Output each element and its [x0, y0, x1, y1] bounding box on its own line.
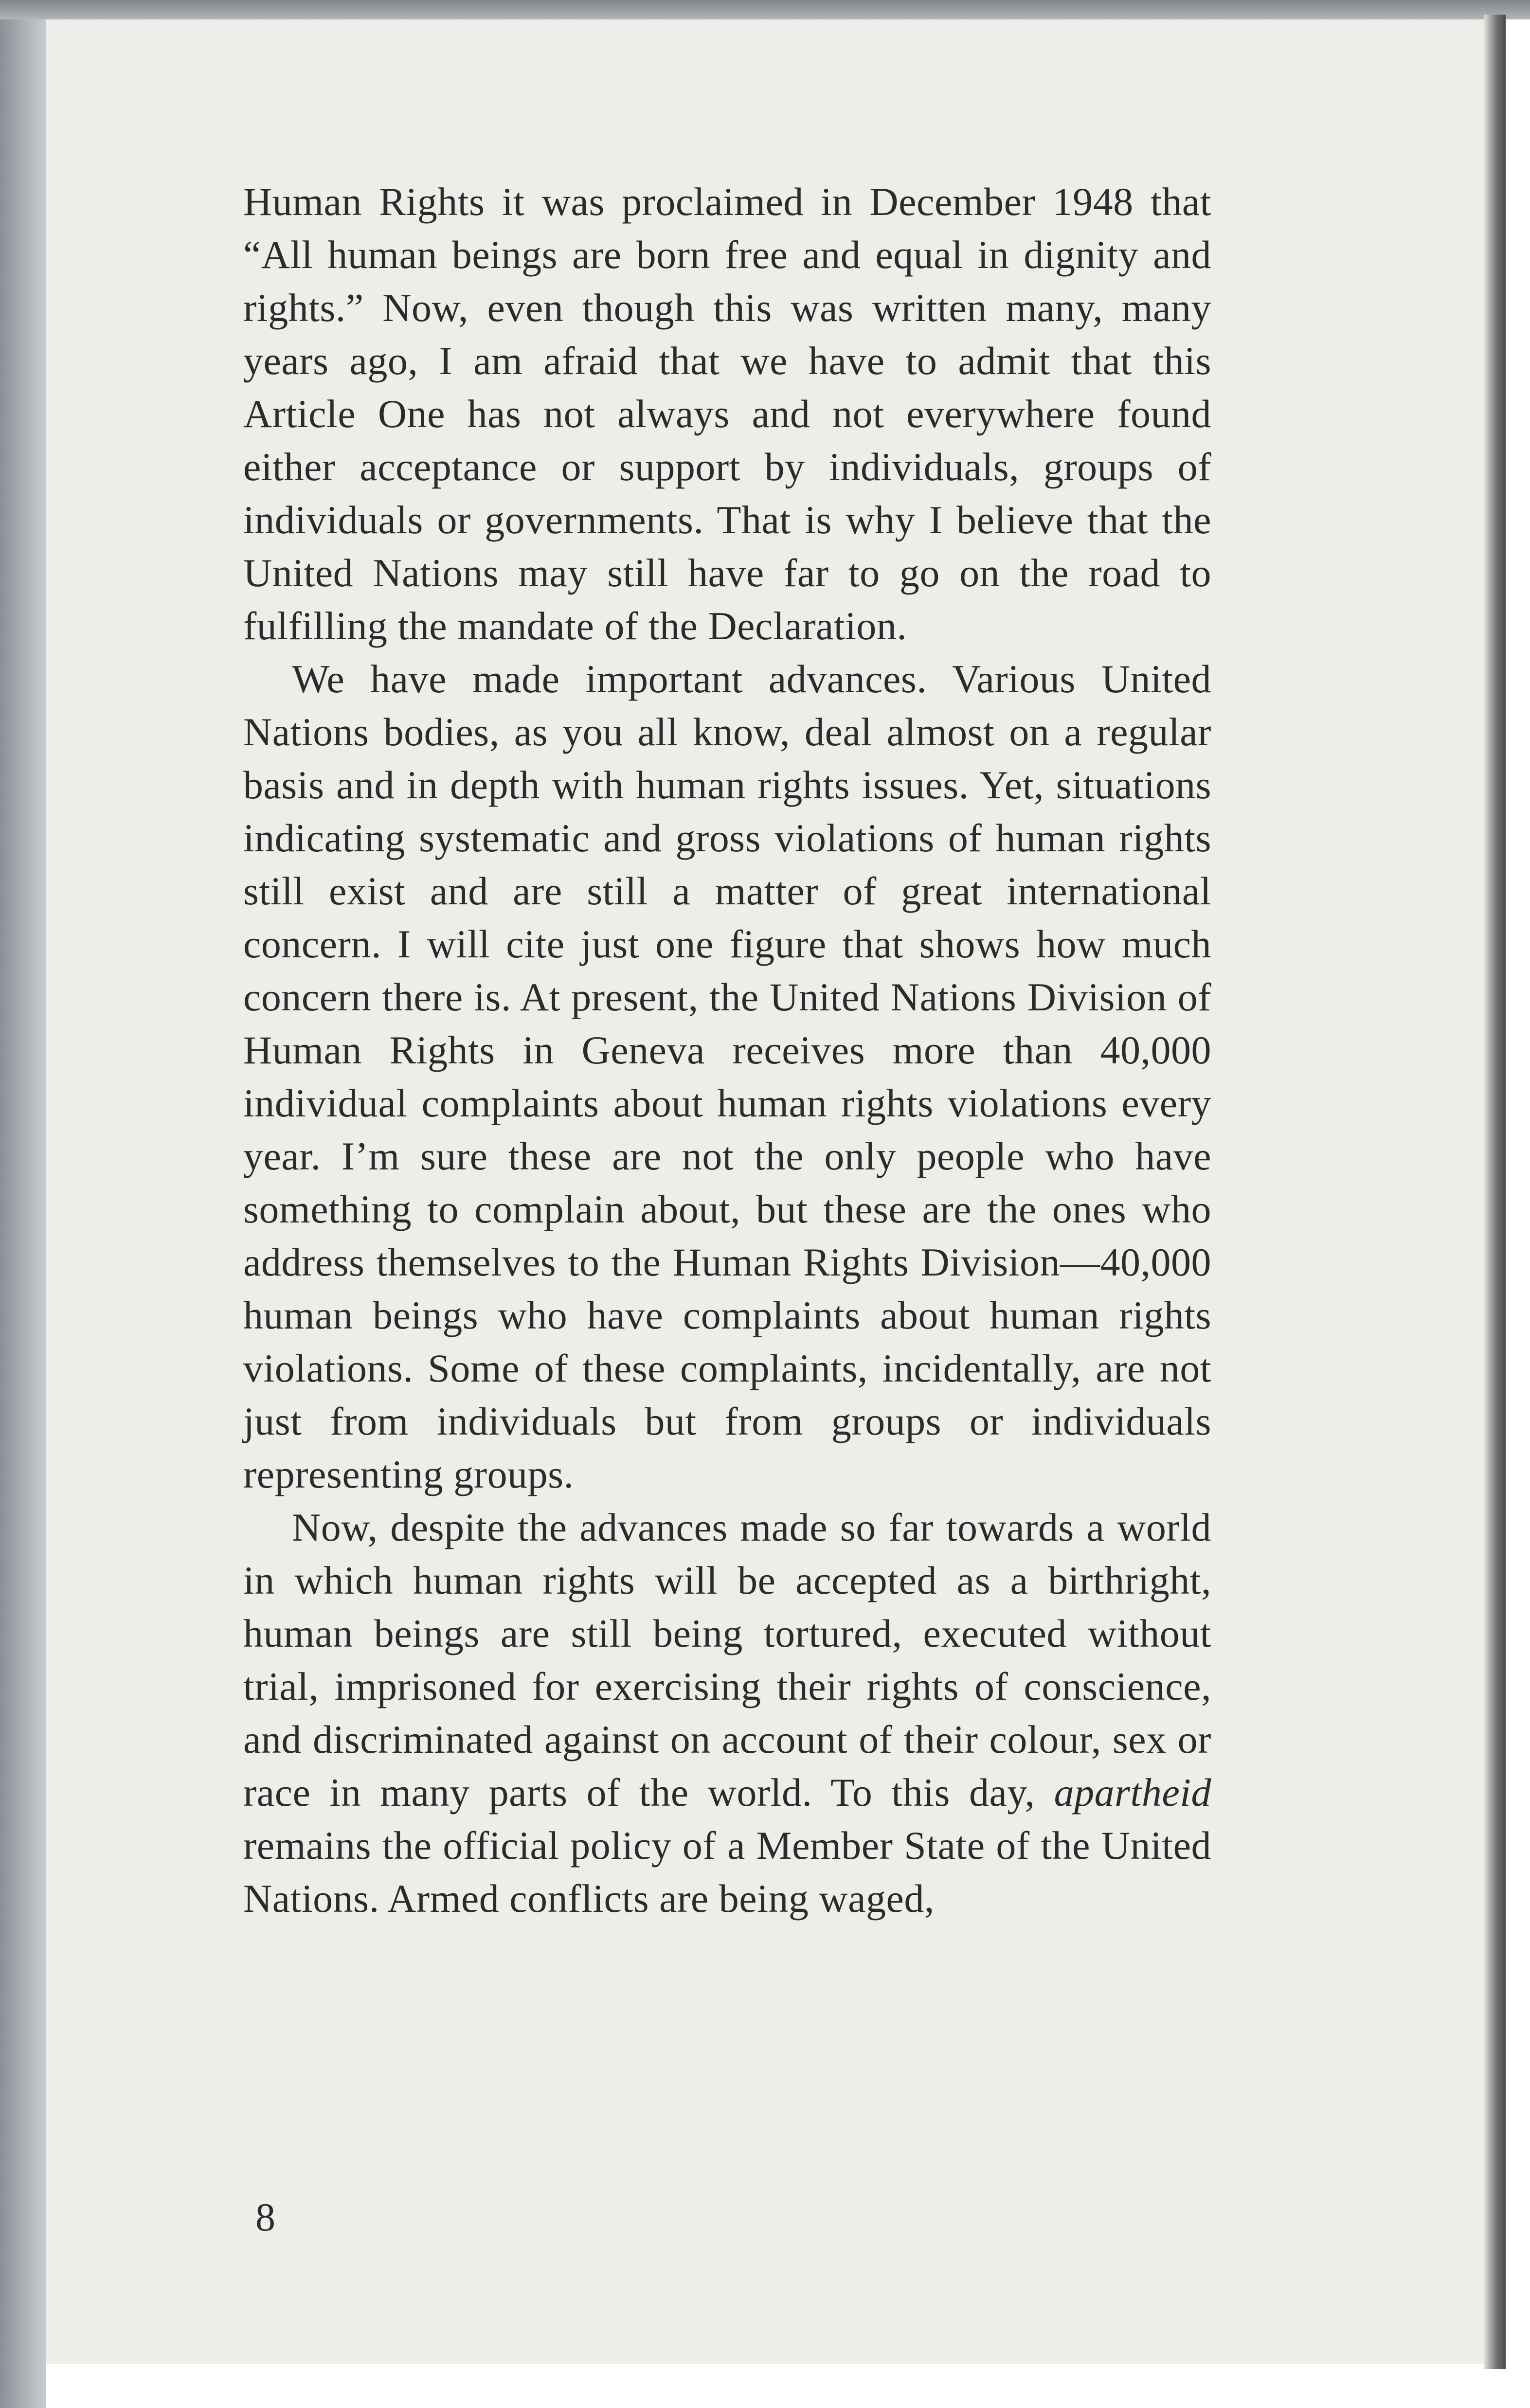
paragraph-1: Human Rights it was proclaimed in December 1948 that “All human beings are born free and equal in dignity and rights.” Now, even though this was written many, many years ago, I am afraid that we have to admit that this Article One has not always and not everywhere found either acceptance or support by individuals, groups of individuals or governments. That is why I believe that the United Nations may still have far to go on the road to fulfilling the mandate of the Declaration. [243, 180, 1211, 648]
paragraph-3-text-end: remains the official policy of a Member State of the United Nations. Armed conflicts are being waged, [243, 1823, 1211, 1921]
page-edge-shadow [1484, 15, 1506, 2369]
scan-border-left [0, 0, 46, 2408]
page-number: 8 [255, 2195, 275, 2239]
paragraph-3-text-start: Now, despite the advances made so far towards a world in which human rights will be accepted as a birthright, human beings are still being tortured, executed without trial, imprisoned for exercising their rights of conscience, and discriminated against on account of their colour, sex or race in many parts of the world. To this day, [243, 1505, 1211, 1815]
scan-border-top [0, 0, 1530, 19]
italic-term: apartheid [1054, 1770, 1211, 1815]
paragraph-2: We have made important advances. Various United Nations bodies, as you all know, deal almost on a regular basis and in depth with human rights issues. Yet, situations indicating systematic and gross violations of human rights still exist and are still a matter of great international concern. I will cite just one figure that shows how much concern there is. At present, the United Nations Division of Human Rights in Geneva receives more than 40,000 individual complaints about human rights violations every year. I’m sure these are not the only people who have something to complain about, but these are the ones who address themselves to the Human Rights Division—40,000 human beings who have complaints about human rights violations. Some of these complaints, incidentally, are not just from individuals but from groups or individuals representing groups. [243, 657, 1211, 1496]
scan-border-bottom [46, 2364, 1484, 2408]
paragraph-3 [243, 1501, 1211, 1925]
body-text [243, 175, 1211, 1925]
